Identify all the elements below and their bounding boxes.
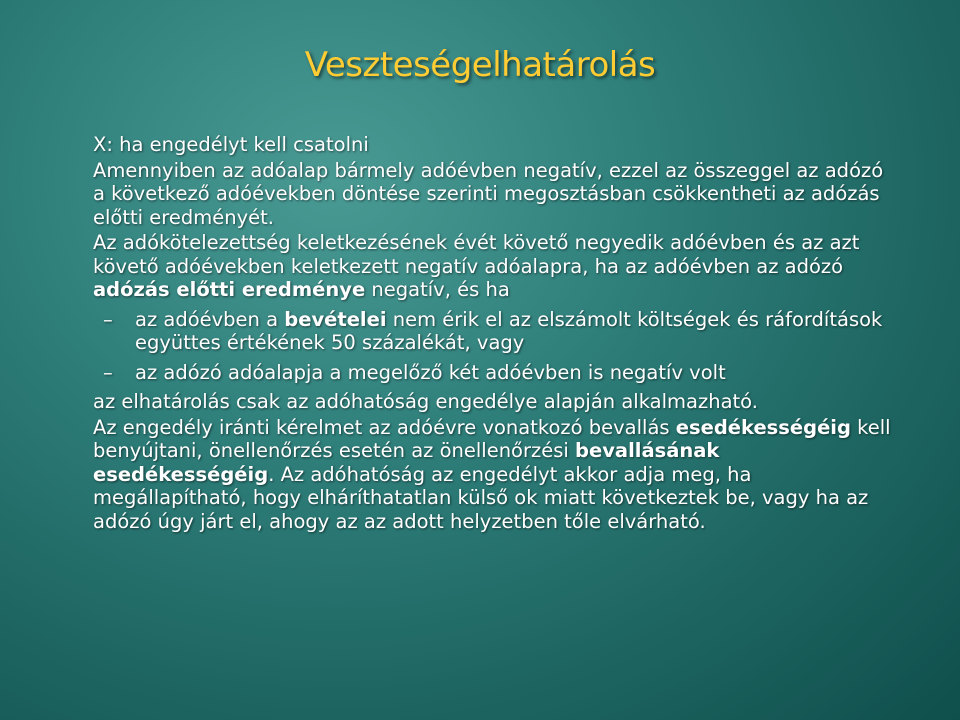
note-line: X: ha engedélyt kell csatolni: [93, 133, 369, 156]
conditions-text: Az adókötelezettség keletkezésének évét követő negyedik adóévben és az azt követő adóévekben keletkezett negatív adóalapra, ha az adóévben az adózó: [93, 231, 860, 278]
bullet-text: az adózó adóalapja a megelőző két adóévben is negatív volt: [135, 360, 726, 384]
bullet-text-end: nem érik el az elszámolt költségek és ráfordítások együttes értékének 50 százalékát, vagy: [135, 307, 883, 354]
request-bold-return-deadline: bevallásának esedékességéig: [93, 439, 720, 486]
bullet-item: [103, 308, 893, 355]
bullet-dash: –: [103, 360, 113, 384]
conditions-bold: adózás előtti eredménye: [93, 278, 366, 301]
bullet-bold: bevételei: [284, 307, 387, 331]
paragraph-conditions: [93, 231, 893, 302]
bullet-text: [135, 308, 893, 355]
bullet-item: [103, 361, 893, 385]
bullet-dash: –: [103, 307, 113, 331]
slide-body: [93, 133, 893, 533]
conditions-text-end: negatív, és ha: [365, 278, 510, 301]
request-text: kell benyújtani, önellenőrzés esetén az önellenőrzési: [93, 415, 891, 462]
bullet-text-start: az adóévben a: [135, 307, 285, 331]
paragraph-loss-carryforward: Amennyiben az adóalap bármely adóévben negatív, ezzel az összeggel az adózó a következő adóévekben döntése szerinti megosztásban csökkentheti az adózás előtti eredményét.: [93, 158, 884, 229]
request-bold-deadline: esedékességéig: [675, 415, 851, 439]
paragraph-approval: az elhatárolás csak az adóhatóság engedélye alapján alkalmazható.: [93, 390, 758, 413]
paragraph-request: [93, 416, 893, 534]
request-text: . Az adóhatóság az engedélyt akkor adja meg, ha megállapítható, hogy elháríthatatlan külső ok miatt következtek be, vagy ha az adózó úgy járt el, ahogy az az adott helyzetben tőle elvárható.: [93, 462, 869, 533]
request-text: Az engedély iránti kérelmet az adóévre vonatkozó bevallás: [93, 415, 676, 439]
slide-title: Veszteségelhatárolás: [304, 45, 656, 85]
